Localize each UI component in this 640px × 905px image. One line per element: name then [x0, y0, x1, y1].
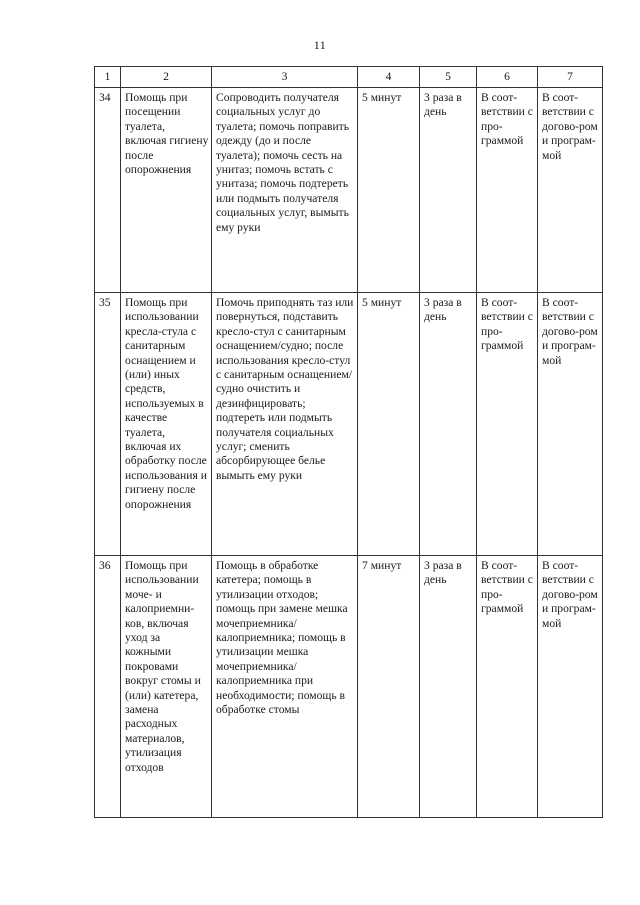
- service-col7: В соот-ветствии с догово-ром и програм-мой: [538, 88, 603, 293]
- table-row: [95, 556, 603, 818]
- header-col-2: 2: [121, 67, 212, 88]
- service-name: Помощь при использовании кресла-стула с санитарным оснащением и (или) иных средств, используемых в качестве туалета, включая их обработку после использования и гигиену после опорожнения: [121, 293, 212, 556]
- service-duration: 5 минут: [358, 88, 420, 293]
- service-frequency: 3 раза в день: [420, 556, 477, 818]
- service-description: Помощь в обработке катетера; помощь в утилизации отходов; помощь при замене мешка мочеприемника/ калоприемника; помощь в утилизации мешка мочеприемника/ калоприемника при необходимости; помощь в обработке стомы: [212, 556, 358, 818]
- header-col-1: 1: [95, 67, 121, 88]
- header-col-6: 6: [477, 67, 538, 88]
- service-col7: В соот-ветствии с догово-ром и програм-мой: [538, 556, 603, 818]
- row-number: 34: [95, 88, 121, 293]
- service-col6: В соот-ветствии с про-граммой: [477, 556, 538, 818]
- service-col6: В соот-ветствии с про-граммой: [477, 293, 538, 556]
- service-col7: В соот-ветствии с догово-ром и програм-мой: [538, 293, 603, 556]
- row-number: 36: [95, 556, 121, 818]
- table-row: [95, 88, 603, 293]
- service-duration: 5 минут: [358, 293, 420, 556]
- table-row: [95, 293, 603, 556]
- header-col-4: 4: [358, 67, 420, 88]
- service-name: Помощь при использовании моче- и калоприемни-ков, включая уход за кожными покровами вокруг стомы и (или) катетера, замена расходных материалов, утилизация отходов: [121, 556, 212, 818]
- services-table: [94, 66, 603, 818]
- page-number: 11: [313, 38, 327, 52]
- service-col6: В соот-ветствии с про-граммой: [477, 88, 538, 293]
- service-frequency: 3 раза в день: [420, 88, 477, 293]
- service-frequency: 3 раза в день: [420, 293, 477, 556]
- service-duration: 7 минут: [358, 556, 420, 818]
- header-col-3: 3: [212, 67, 358, 88]
- row-number: 35: [95, 293, 121, 556]
- service-description: Помочь приподнять таз или повернуться, подставить кресло-стул с санитарным оснащением/судно; после использования кресло-стул с санитарным оснащением/судно очистить и дезинфицировать; подтереть или подмыть получателя социальных услуг; сменить абсорбирующее белье вымыть ему руки: [212, 293, 358, 556]
- header-col-7: 7: [538, 67, 603, 88]
- header-col-5: 5: [420, 67, 477, 88]
- table-header-row: [95, 67, 603, 88]
- service-description: Сопроводить получателя социальных услуг до туалета; помочь поправить одежду (до и после туалета); помочь сесть на унитаз; помочь встать с унитаза; помочь подтереть или подмыть получателя социальных услуг, вымыть ему руки: [212, 88, 358, 293]
- service-name: Помощь при посещении туалета, включая гигиену после опорожнения: [121, 88, 212, 293]
